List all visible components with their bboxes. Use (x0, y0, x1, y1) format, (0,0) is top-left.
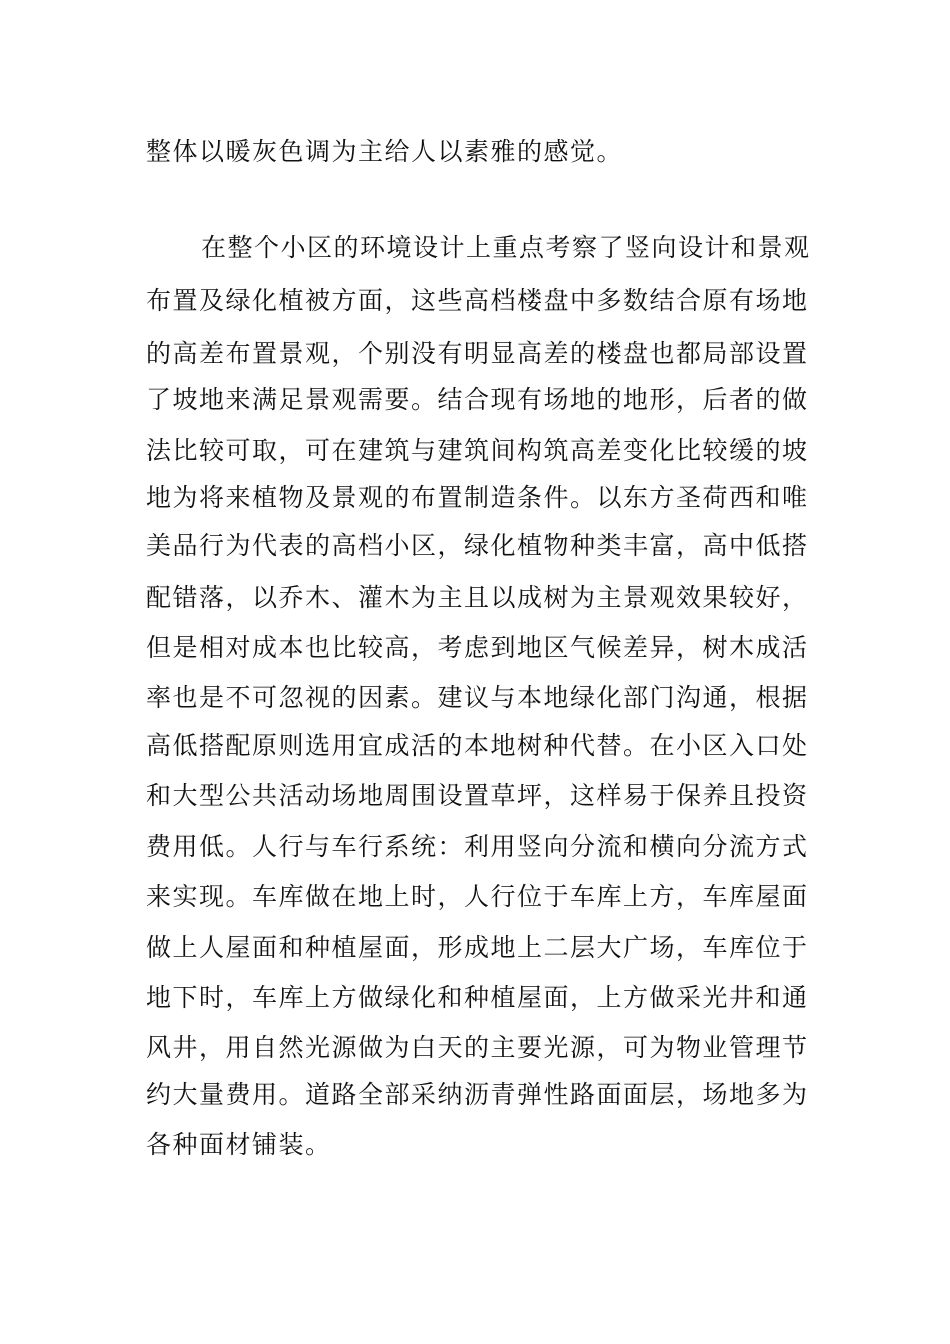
paragraph-2-line-19: 各种面材铺装。 (146, 1130, 332, 1159)
paragraph-2-line-14: 来实现。车库做在地上时，人行位于车库上方，车库屋面 (146, 882, 809, 911)
paragraph-2-line-7: 美品行为代表的高档小区，绿化植物种类丰富，高中低搭 (146, 531, 809, 560)
paragraph-2-line-12: 和大型公共活动场地周围设置草坪，这样易于保养且投资 (146, 781, 809, 810)
paragraph-2-line-8: 配错落，以乔木、灌木为主且以成树为主景观效果较好， (146, 583, 809, 612)
paragraph-2-line-11: 高低搭配原则选用宜成活的本地树种代替。在小区入口处 (146, 731, 809, 760)
paragraph-2-line-1: 在整个小区的环境设计上重点考察了竖向设计和景观 (201, 233, 811, 262)
paragraph-2-line-13: 费用低。人行与车行系统：利用竖向分流和横向分流方式 (146, 832, 809, 861)
paragraph-2-line-9: 但是相对成本也比较高，考虑到地区气候差异，树木成活 (146, 633, 809, 662)
paragraph-2-line-3: 的高差布置景观，个别没有明显高差的楼盘也都局部设置 (146, 339, 809, 368)
paragraph-2-line-16: 地下时，车库上方做绿化和种植屋面，上方做采光井和通 (146, 983, 809, 1012)
paragraph-2-line-5: 法比较可取，可在建筑与建筑间构筑高差变化比较缓的坡 (146, 436, 809, 465)
paragraph-2-line-6: 地为将来植物及景观的布置制造条件。以东方圣荷西和唯 (146, 483, 809, 512)
paragraph-2-line-15: 做上人屋面和种植屋面，形成地上二层大广场，车库位于 (146, 933, 809, 962)
paragraph-1-line-1: 整体以暖灰色调为主给人以素雅的感觉。 (146, 137, 624, 166)
paragraph-2-line-17: 风井，用自然光源做为白天的主要光源，可为物业管理节 (146, 1033, 809, 1062)
paragraph-2-line-2: 布置及绿化植被方面，这些高档楼盘中多数结合原有场地 (146, 286, 809, 315)
paragraph-2-line-18: 约大量费用。道路全部采纳沥青弹性路面面层，场地多为 (146, 1080, 809, 1109)
paragraph-2-line-10: 率也是不可忽视的因素。建议与本地绿化部门沟通，根据 (146, 683, 809, 712)
paragraph-2-line-4: 了坡地来满足景观需要。结合现有场地的地形，后者的做 (146, 385, 809, 414)
